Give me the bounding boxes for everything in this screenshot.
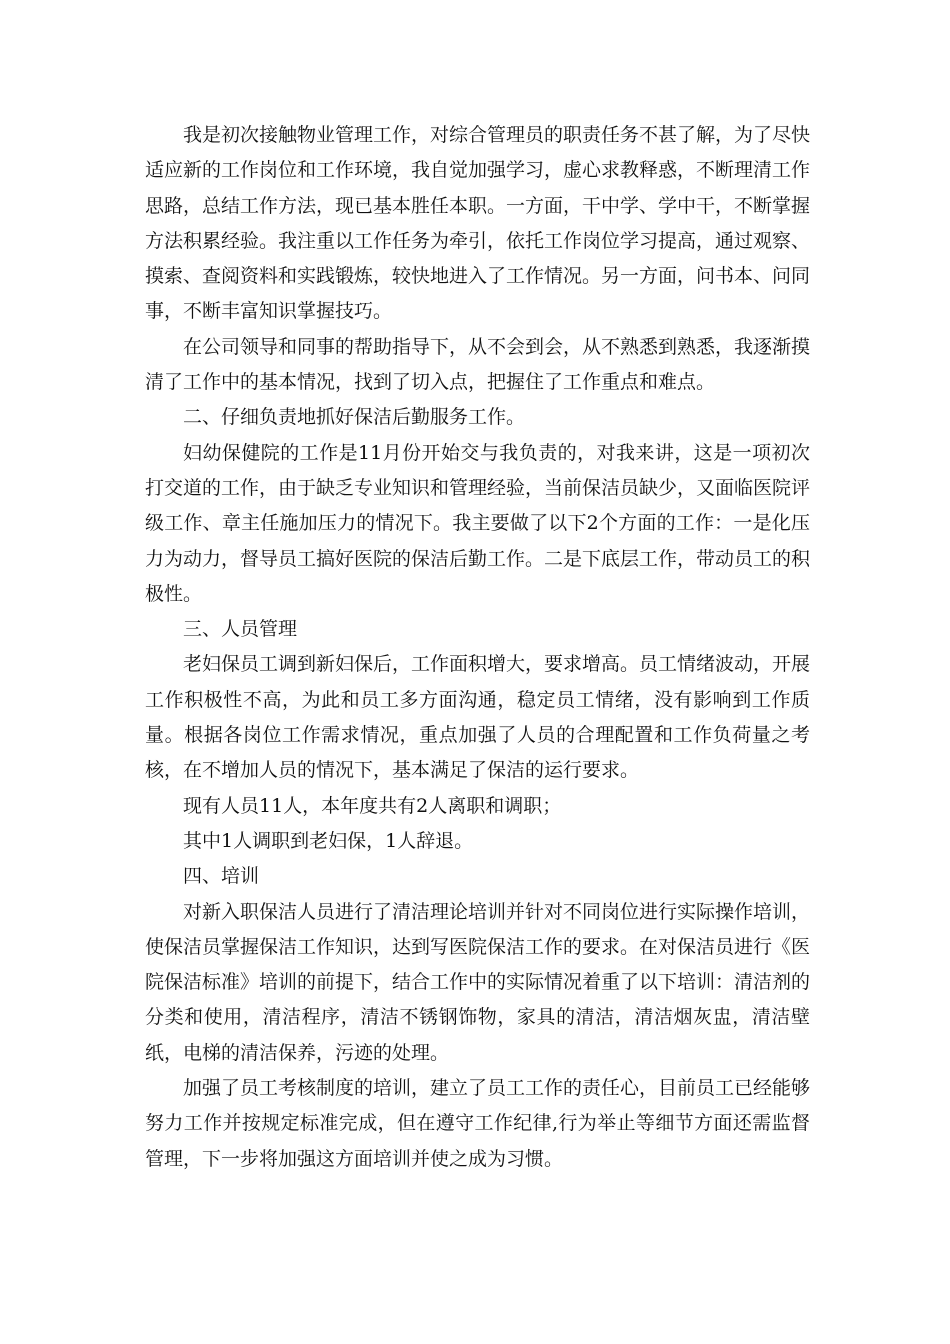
paragraph-training: 对新入职保洁人员进行了清洁理论培训并针对不同岗位进行实际操作培训，使保洁员掌握保洁工作知识，达到写医院保洁工作的要求。在对保洁员进行《医院保洁标准》培训的前提下，结合工作中的实际情况着重了以下培训：清洁剂的分类和使用，清洁程序，清洁不锈钢饰物，家具的清洁，清洁烟灰盅，清洁壁纸，电梯的清洁保养，污迹的处理。 [145,900,811,1064]
paragraph-learning: 我是初次接触物业管理工作，对综合管理员的职责任务不甚了解，为了尽快适应新的工作岗位和工作环境，我自觉加强学习，虚心求教释惑，不断理清工作思路，总结工作方法，现已基本胜任本职。一方面，干中学、学中干，不断掌握方法积累经验。我注重以工作任务为牵引，依托工作岗位学习提高，通过观察、摸索、查阅资料和实践锻炼，较快地进入了工作情况。另一方面，问书本、问同事，不断丰富知识掌握技巧。 [145,124,811,323]
paragraph-guidance: 在公司领导和同事的帮助指导下，从不会到会，从不熟悉到熟悉，我逐渐摸清了工作中的基本情况，找到了切入点，把握住了工作重点和难点。 [145,335,811,394]
paragraph-assessment: 加强了员工考核制度的培训，建立了员工工作的责任心，目前员工已经能够努力工作并按规定标准完成，但在遵守工作纪律,行为举止等细节方面还需监督管理，下一步将加强这方面培训并使之成为习惯。 [145,1077,811,1170]
paragraph-staff-changes: 其中1人调职到老妇保，1人辞退。 [183,829,474,852]
paragraph-staff-count: 现有人员11人，本年度共有2人离职和调职； [183,794,562,817]
heading-training: 四、培训 [183,865,260,888]
paragraph-hospital-work: 妇幼保健院的工作是11月份开始交与我负责的，对我来讲，这是一项初次打交道的工作，由于缺乏专业知识和管理经验，当前保洁员缺少，又面临医院评级工作、章主任施加压力的情况下。我主要做了以下2个方面的工作：一是化压力为动力，督导员工搞好医院的保洁后勤工作。二是下底层工作，带动员工的积极性。 [145,441,811,605]
document-body [145,118,810,1177]
heading-staff-management: 三、人员管理 [183,618,298,641]
heading-cleaning-service: 二、仔细负责地抓好保洁后勤服务工作。 [183,406,526,429]
paragraph-staff-management: 老妇保员工调到新妇保后，工作面积增大，要求增高。员工情绪波动，开展工作积极性不高，为此和员工多方面沟通，稳定员工情绪，没有影响到工作质量。根据各岗位工作需求情况，重点加强了人员的合理配置和工作负荷量之考核，在不增加人员的情况下，基本满足了保洁的运行要求。 [145,653,811,782]
